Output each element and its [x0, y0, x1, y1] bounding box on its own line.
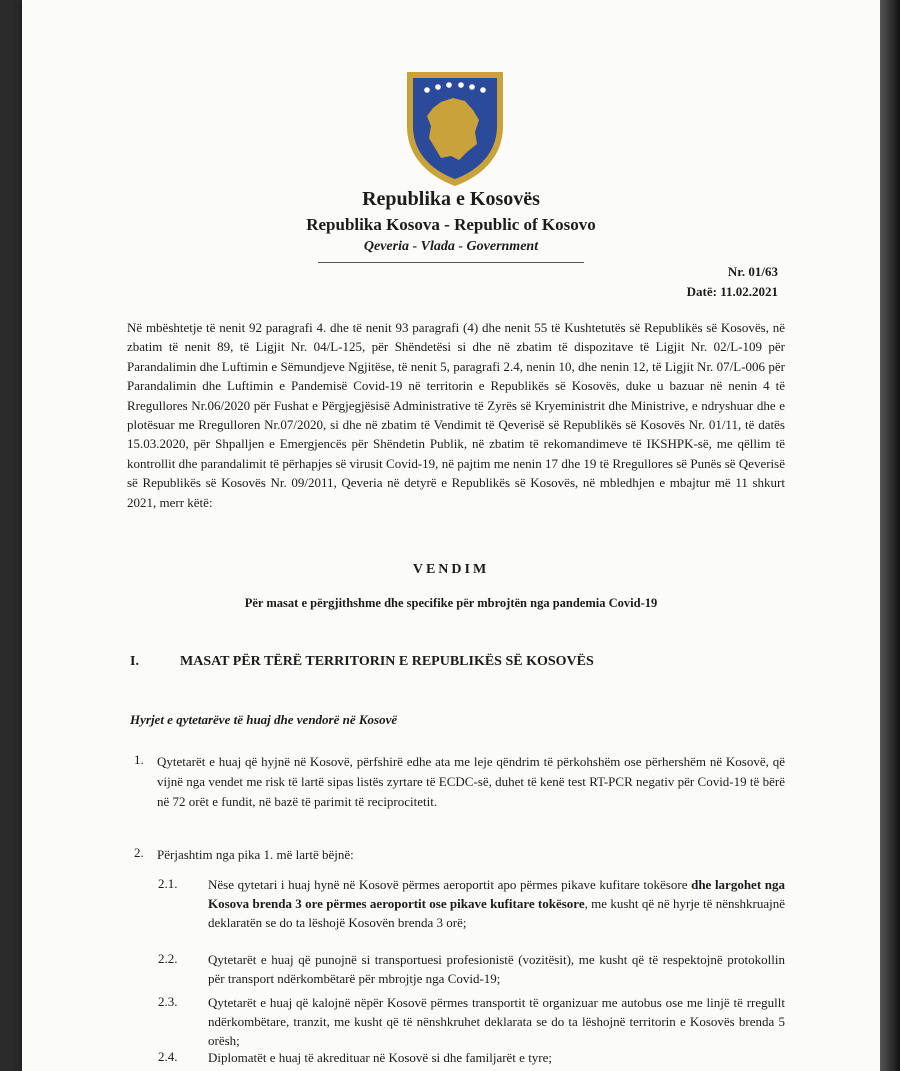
subitem-text-part: , me kusht që në hyrje të nënshkruajnë deklaratën se do ta lëshojë Kosovën brenda 3 orë;	[208, 895, 786, 930]
header-divider	[318, 262, 584, 263]
section-subheading: Hyrjet e qytetarëve të huaj dhe vendorë në Kosovë	[130, 712, 398, 727]
republic-name-multilingual: Republika Kosova - Republic of Kosovo	[306, 215, 596, 234]
subitem-emphasis: dhe largohet nga Kosova brenda 3 ore përmes aeroportit ose pikave kufitare tokësore	[208, 877, 785, 911]
subitem-number: 2.2.	[158, 951, 178, 966]
subitem-text: Qytetarët e huaj që punojnë si transportuesi profesionistë (vozitësit), me kusht që të respektojnë protokollin për transport ndërkombëtarë për mbrojtje nga Covid-19;	[208, 952, 785, 986]
subitem-number: 2.4.	[158, 1049, 178, 1064]
decision-title: VENDIM	[412, 562, 490, 577]
document-page	[22, 0, 880, 1071]
subitem-text: Diplomatët e huaj të akredituar në Kosovë si dhe familjarët e tyre;	[208, 1050, 553, 1065]
republic-name: Republika e Kosovës	[362, 188, 540, 210]
intro-paragraph: Në mbështetje të nenit 92 paragrafi 4. dhe të nenit 93 paragrafi (4) dhe nenit 55 të Kushtetutës së Republikës së Kosovës, në zbatim të nenit 89, të Ligjit Nr. 04/L-125, për Shëndetësi si dhe në zbatim të dispozitave të Ligjit Nr. 02/L-109 për Parandalimin dhe Luftimin e Sëmundjeve Ngjitëse, të nenit 5, paragrafi 2.4, nenin 10, dhe nenin 12, të Ligjit Nr. 07/L-006 për Parandalimin dhe Luftimin e Pandemisë Covid-19 në territorin e Republikës së Kosovës, duke u bazuar në nenin 4 të Rregullores Nr.06/2020 për Fushat e Përgjegjësisë Administrative të Zyrës së Kryeministrit dhe Ministrive, e ndryshuar dhe e plotësuar me Rregulloren Nr.07/2020, si dhe në zbatim të Vendimit të Qeverisë së Republikës së Kosovës Nr. 01/11, të datës 15.03.2020, për Shpalljen e Emergjencës për Shëndetin Publik, në zbatim të rekomandimeve të IKSHPK-së, me qëllim të kontrollit dhe parandalimit të përhapjes së virusit Covid-19, në pajtim me nenin 17 dhe 19 të Rregullores së Punës së Qeverisë së Republikës së Kosovës Nr. 09/2011, Qeveria në detyrë e Republikës së Kosovës, në mbledhjen e mbajtur më 11 shkurt 2021, merr këtë:	[127, 320, 785, 510]
item-number: 2.	[134, 845, 144, 860]
item-text: Qytetarët e huaj që hyjnë në Kosovë, përfshirë edhe ata me leje qëndrim të përkohshëm ose përhershëm në Kosovë, që vijnë nga vendet me risk të lartë sipas listës zyrtare të ECDC-së, duhet të kenë test RT-PCR negativ për Covid-19 të bërë në 72 orët e fundit, në bazë të parimit të reciprocitetit.	[157, 754, 785, 809]
subitem-number: 2.3.	[158, 994, 178, 1009]
scan-border	[880, 0, 900, 1071]
decision-date: Datë: 11.02.2021	[686, 284, 778, 299]
subitem-text-part: Nëse qytetari i huaj hynë në Kosovë përmes aeroportit apo përmes pikave kufitare tokësore	[208, 877, 692, 892]
decision-subtitle: Për masat e përgjithshme dhe specifike për mbrojtën nga pandemia Covid-19	[244, 596, 658, 610]
item-number: 1.	[134, 752, 144, 767]
item-text: Përjashtim nga pika 1. më lartë bëjnë:	[157, 847, 354, 862]
subitem-number: 2.1.	[158, 876, 178, 891]
section-title: MASAT PËR TËRË TERRITORIN E REPUBLIKËS SË KOSOVËS	[180, 654, 594, 669]
subitem-text: Qytetarët e huaj që kalojnë nëpër Kosovë përmes transportit të organizuar me autobus ose me linjë të rregullt ndërkombëtare, tranzit, me kusht që të nënshkruhet deklarata se do ta lëshojnë territorin e Kosovës brenda 5 orësh;	[208, 995, 785, 1048]
decision-number: Nr. 01/63	[727, 264, 778, 279]
government-label: Qeveria - Vlada - Government	[363, 239, 539, 254]
section-number: I.	[130, 654, 139, 669]
subitem-text	[208, 876, 785, 932]
kosovo-emblem	[401, 68, 509, 188]
